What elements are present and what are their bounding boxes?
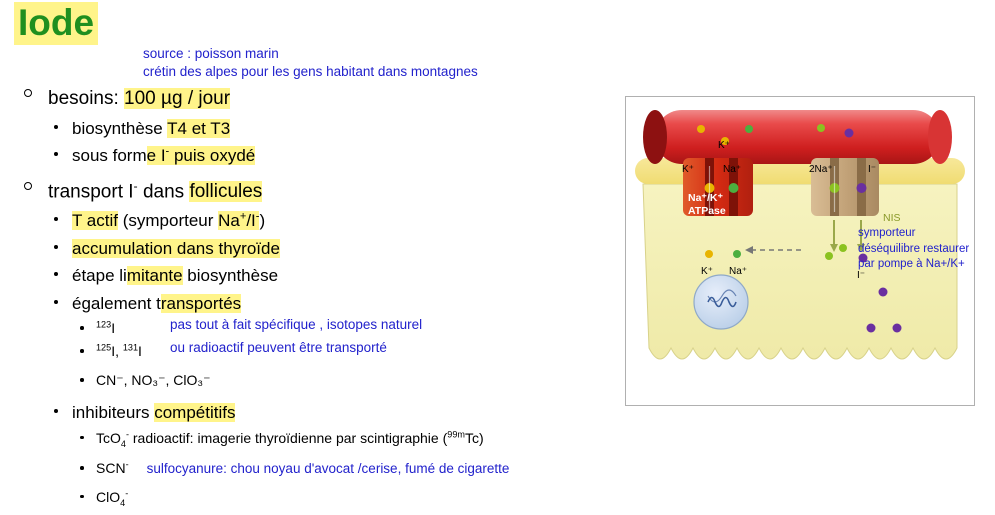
list-item-anions xyxy=(10,370,610,391)
transport-text: transport I xyxy=(48,180,134,202)
list-item-sous-forme xyxy=(10,143,610,169)
ion-i-cytoplasm-3 xyxy=(867,324,876,333)
isotopes-note-line2: ou radioactif peuvent être transporté xyxy=(170,340,387,356)
list-item-scn xyxy=(10,458,610,479)
tactif-end: ) xyxy=(259,211,266,231)
label-channel-2na: 2Na⁺ xyxy=(809,164,833,175)
label-nis: NIS xyxy=(883,212,901,224)
ion-na-cytoplasm xyxy=(733,250,741,258)
tc-symbol: Tc) xyxy=(464,429,484,446)
page-title: Iode xyxy=(14,2,98,45)
tco4-pre: TcO xyxy=(96,429,121,446)
label-channel-k: K⁺ xyxy=(682,164,694,175)
scn-note: sulfocyanure: chou noyau d'avocat /cerise, fumé de cigarette xyxy=(146,461,510,477)
bullet-marker-dot xyxy=(80,326,84,330)
tco4-charge: - xyxy=(125,429,129,440)
sousforme-highlight xyxy=(147,146,256,165)
list-item-transport xyxy=(10,178,610,206)
transport-charge: - xyxy=(133,178,138,193)
source-note xyxy=(143,45,478,81)
tco4-rest: radioactif: imagerie thyroïdienne par scintigraphie ( xyxy=(128,429,448,446)
list-item-iso-123 xyxy=(10,318,610,339)
etape-rest: biosynthèse xyxy=(182,266,279,286)
transport-mid: dans xyxy=(137,180,190,202)
tco4-sub: 4 xyxy=(120,438,126,449)
nucleus xyxy=(694,275,748,329)
iso-123-mass: 123 xyxy=(96,319,112,330)
nis-annotation-line2: déséquilibre restaurer xyxy=(858,242,970,255)
list-item-transport-actif xyxy=(10,208,610,234)
iso-131-mass: 131 xyxy=(122,342,139,353)
iso-131-symbol: I xyxy=(138,343,142,360)
source-note-line1: source : poisson marin xyxy=(143,46,279,61)
ion-na-cyto-3 xyxy=(839,244,847,252)
transport-highlight: follicules xyxy=(189,180,263,202)
list-item-clo4 xyxy=(10,487,610,510)
ion-k-cytoplasm xyxy=(705,250,713,258)
list-item-iso-125-131 xyxy=(10,341,610,362)
iso-125-symbol: I, xyxy=(111,343,123,360)
accumulation-rest: umulation dans thyroïde xyxy=(98,238,280,258)
capillary-end-right xyxy=(928,110,952,164)
tactif-i: /I xyxy=(246,211,256,231)
etape-pre: étape li xyxy=(72,266,127,286)
label-k-capillary: K⁺ xyxy=(718,140,730,151)
label-channel-i: I⁻ xyxy=(868,164,877,175)
tactif-mid: (symporteur xyxy=(117,211,219,231)
bullet-marker-dot xyxy=(54,409,58,413)
besoins-value: 100 µg / jour xyxy=(124,88,231,109)
nis-annotation-line1: symporteur xyxy=(858,227,916,239)
bullet-marker-dot xyxy=(54,152,58,156)
scn-charge: - xyxy=(125,459,129,470)
label-pump-line1: Na⁺/K⁺ xyxy=(688,192,724,204)
bullet-marker-dot xyxy=(80,378,84,382)
ion-i-cytoplasm-2 xyxy=(879,288,888,297)
clo4-charge: - xyxy=(125,487,129,498)
tactif-symporteur-highlight xyxy=(218,211,259,230)
list-item-egalement-transportes xyxy=(10,291,610,317)
inhibiteurs-pre: inhibiteurs xyxy=(72,403,155,423)
anions-text: CN⁻, NO₃⁻, ClO₃⁻ xyxy=(96,372,211,389)
isotopes-note xyxy=(170,316,422,334)
bullet-marker-circle xyxy=(24,89,32,97)
bullet-marker-dot xyxy=(54,272,58,276)
iso-123-symbol: I xyxy=(111,320,116,337)
list-item-tco4 xyxy=(10,428,610,451)
list-item-accumulation xyxy=(10,236,610,262)
list-item-besoins xyxy=(10,85,610,113)
list-item-etape-limitante xyxy=(10,263,610,289)
bullet-marker-dot xyxy=(54,217,58,221)
tactif-na: Na xyxy=(218,211,240,231)
label-cyto-na: Na⁺ xyxy=(729,266,748,277)
nis-annotation-line3: par pompe à Na+/K+ xyxy=(858,258,965,271)
nis-annotation xyxy=(858,226,969,273)
label-cyto-i: I⁻ xyxy=(857,270,866,281)
label-pump xyxy=(688,192,726,217)
accumulation-highlight: acc xyxy=(72,238,99,258)
label-pump-line2: ATPase xyxy=(688,204,726,217)
biosynthese-highlight: T4 et T3 xyxy=(167,118,231,138)
ion-i-capillary xyxy=(817,124,825,132)
list-item-inhibiteurs xyxy=(10,400,610,426)
source-note-line2: crétin des alpes pour les gens habitant dans montagnes xyxy=(143,64,478,80)
bullet-marker-dot xyxy=(54,125,58,129)
list-item-biosynthese xyxy=(10,116,610,142)
ion-i-cytoplasm-4 xyxy=(893,324,902,333)
label-cyto-k: K⁺ xyxy=(701,266,713,277)
tactif-na-charge: + xyxy=(239,210,247,223)
inhibiteurs-highlight: compétitifs xyxy=(154,403,236,423)
tactif-i-charge: - xyxy=(255,210,260,223)
sousforme-i: e I xyxy=(146,146,166,166)
egalement-highlight: ransportés xyxy=(160,293,242,313)
bullet-list xyxy=(10,85,610,515)
scn-pre: SCN xyxy=(96,460,126,477)
sousforme-text: sous form xyxy=(72,146,147,166)
etape-highlight: mitante xyxy=(126,266,183,286)
besoins-label: besoins: xyxy=(48,88,125,109)
ion-in-pump-na xyxy=(729,183,739,193)
ion-na-cyto-2 xyxy=(825,252,833,260)
clo4-sub: 4 xyxy=(120,497,126,508)
bullet-marker-dot xyxy=(54,245,58,249)
ion-in-nis-i xyxy=(857,183,867,193)
capillary-end-left xyxy=(643,110,667,164)
tc-mass: 99m xyxy=(447,429,465,440)
bullet-marker-dot xyxy=(80,349,84,353)
isotopes-note-line1: pas tout à fait spécifique , isotopes naturel xyxy=(170,317,423,333)
sousforme-charge: - xyxy=(165,145,170,158)
tactif-highlight: T actif xyxy=(72,211,118,231)
bullet-marker-circle xyxy=(24,182,32,190)
iso-125-mass: 125 xyxy=(96,342,112,353)
ion-na-capillary-2 xyxy=(745,125,753,133)
capillary-vessel xyxy=(655,110,940,164)
nis-transporter-diagram xyxy=(625,96,975,406)
bullet-marker-dot xyxy=(54,300,58,304)
bullet-marker-dot xyxy=(80,466,84,470)
biosynthese-text: biosynthèse xyxy=(72,118,168,138)
label-channel-na: Na⁺ xyxy=(723,164,742,175)
isotopes-note-2 xyxy=(170,339,387,357)
clo4-pre: ClO xyxy=(96,488,121,505)
bullet-marker-dot xyxy=(80,436,84,440)
egalement-pre: également t xyxy=(72,293,161,313)
ion-k-capillary xyxy=(697,125,705,133)
sousforme-rest: puis oxydé xyxy=(169,146,256,166)
ion-iodide-capillary xyxy=(845,129,854,138)
